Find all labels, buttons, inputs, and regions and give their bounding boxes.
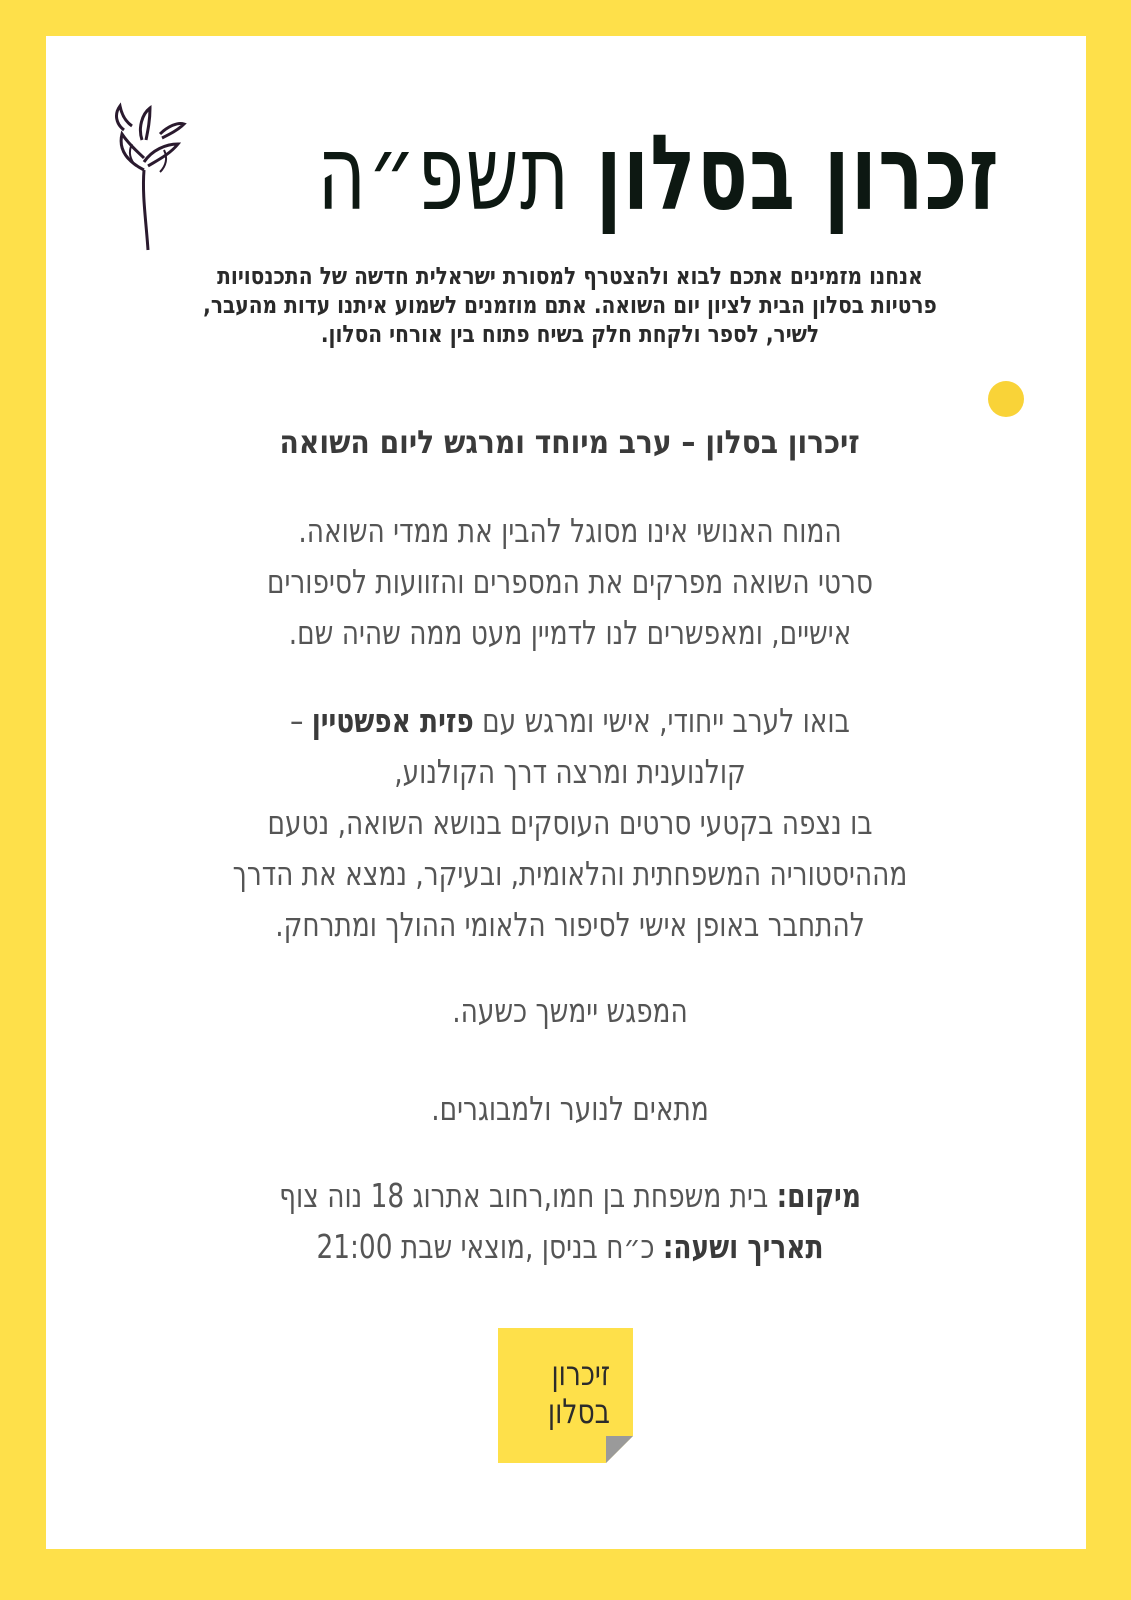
- location-value: בית משפחת בן חמו,רחוב אתרוג 18 נוה צוף: [279, 1176, 777, 1215]
- subtitle-text: זיכרון בסלון – ערב מיוחד ומרגש ליום השואה: [279, 423, 861, 461]
- invite-suffix: –: [290, 701, 312, 740]
- location-label: מיקום:: [776, 1176, 861, 1215]
- title-year: תשפ״ה: [317, 112, 571, 234]
- speaker-name: פזית אפשטיין: [311, 701, 474, 740]
- badge-line: זיכרון: [551, 1354, 610, 1394]
- intro-line: לשיר, לספר ולקחת חלק בשיח פתוח בין אורחי הסלון.: [320, 320, 820, 348]
- duration-line: המפגש יימשך כשעה.: [452, 991, 688, 1030]
- paragraph-line: [226, 695, 914, 746]
- datetime-label: תאריך ושעה:: [662, 1227, 824, 1266]
- paragraph-line: בו נצפה בקטעי סרטים העוסקים בנושא השואה, נטעם: [267, 803, 873, 842]
- audience-text: [140, 1083, 1000, 1134]
- intro-line: פרטיות בסלון הבית לציון יום השואה. אתם מוזמנים לשמוע איתנו עדות מהעבר,: [203, 291, 937, 319]
- paragraph-line: קולנוענית ומרצה דרך הקולנוע,: [394, 752, 746, 791]
- intro-line: אנחנו מזמינים אתכם לבוא ולהצטרף למסורת ישראלית חדשה של התכנסויות: [217, 262, 923, 290]
- badge-line: בסלון: [547, 1392, 610, 1432]
- paragraph-line: מההיסטוריה המשפחתית והלאומית, ובעיקר, נמצא את הדרך: [232, 854, 908, 893]
- paragraph-line: המוח האנושי אינו מסוגל להבין את ממדי השואה.: [298, 511, 842, 550]
- invite-prefix: בואו לערב ייחודי, אישי ומרגש עם: [473, 701, 850, 740]
- paragraph-line: אישיים, ומאפשרים לנו לדמיין מעט ממה שהיה שם.: [288, 613, 852, 652]
- paragraph-line: להתחבר באופן אישי לסיפור הלאומי ההולך ומתרחק.: [275, 905, 865, 944]
- page-title: [317, 98, 1000, 248]
- decorative-dot: [988, 381, 1024, 417]
- page-fold-icon: [606, 1436, 633, 1463]
- intro-text: [110, 262, 1030, 349]
- title-bold: זכרון בסלון: [595, 112, 1000, 234]
- event-details: [140, 1170, 1000, 1272]
- event-subtitle: [180, 420, 960, 464]
- paragraph-intro: [140, 505, 1000, 658]
- location-line: [226, 1170, 914, 1221]
- duration-text: [140, 985, 1000, 1036]
- paragraph-event: [140, 695, 1000, 950]
- datetime-line: [226, 1221, 914, 1272]
- logo-flower-icon: [108, 100, 188, 260]
- datetime-value: כ״ח בניסן ,מוצאי שבת 21:00: [316, 1227, 663, 1266]
- audience-line: מתאים לנוער ולמבוגרים.: [431, 1089, 709, 1128]
- badge-text: [500, 1355, 610, 1431]
- paragraph-line: סרטי השואה מפרקים את המספרים והזוועות לסיפורים: [266, 562, 874, 601]
